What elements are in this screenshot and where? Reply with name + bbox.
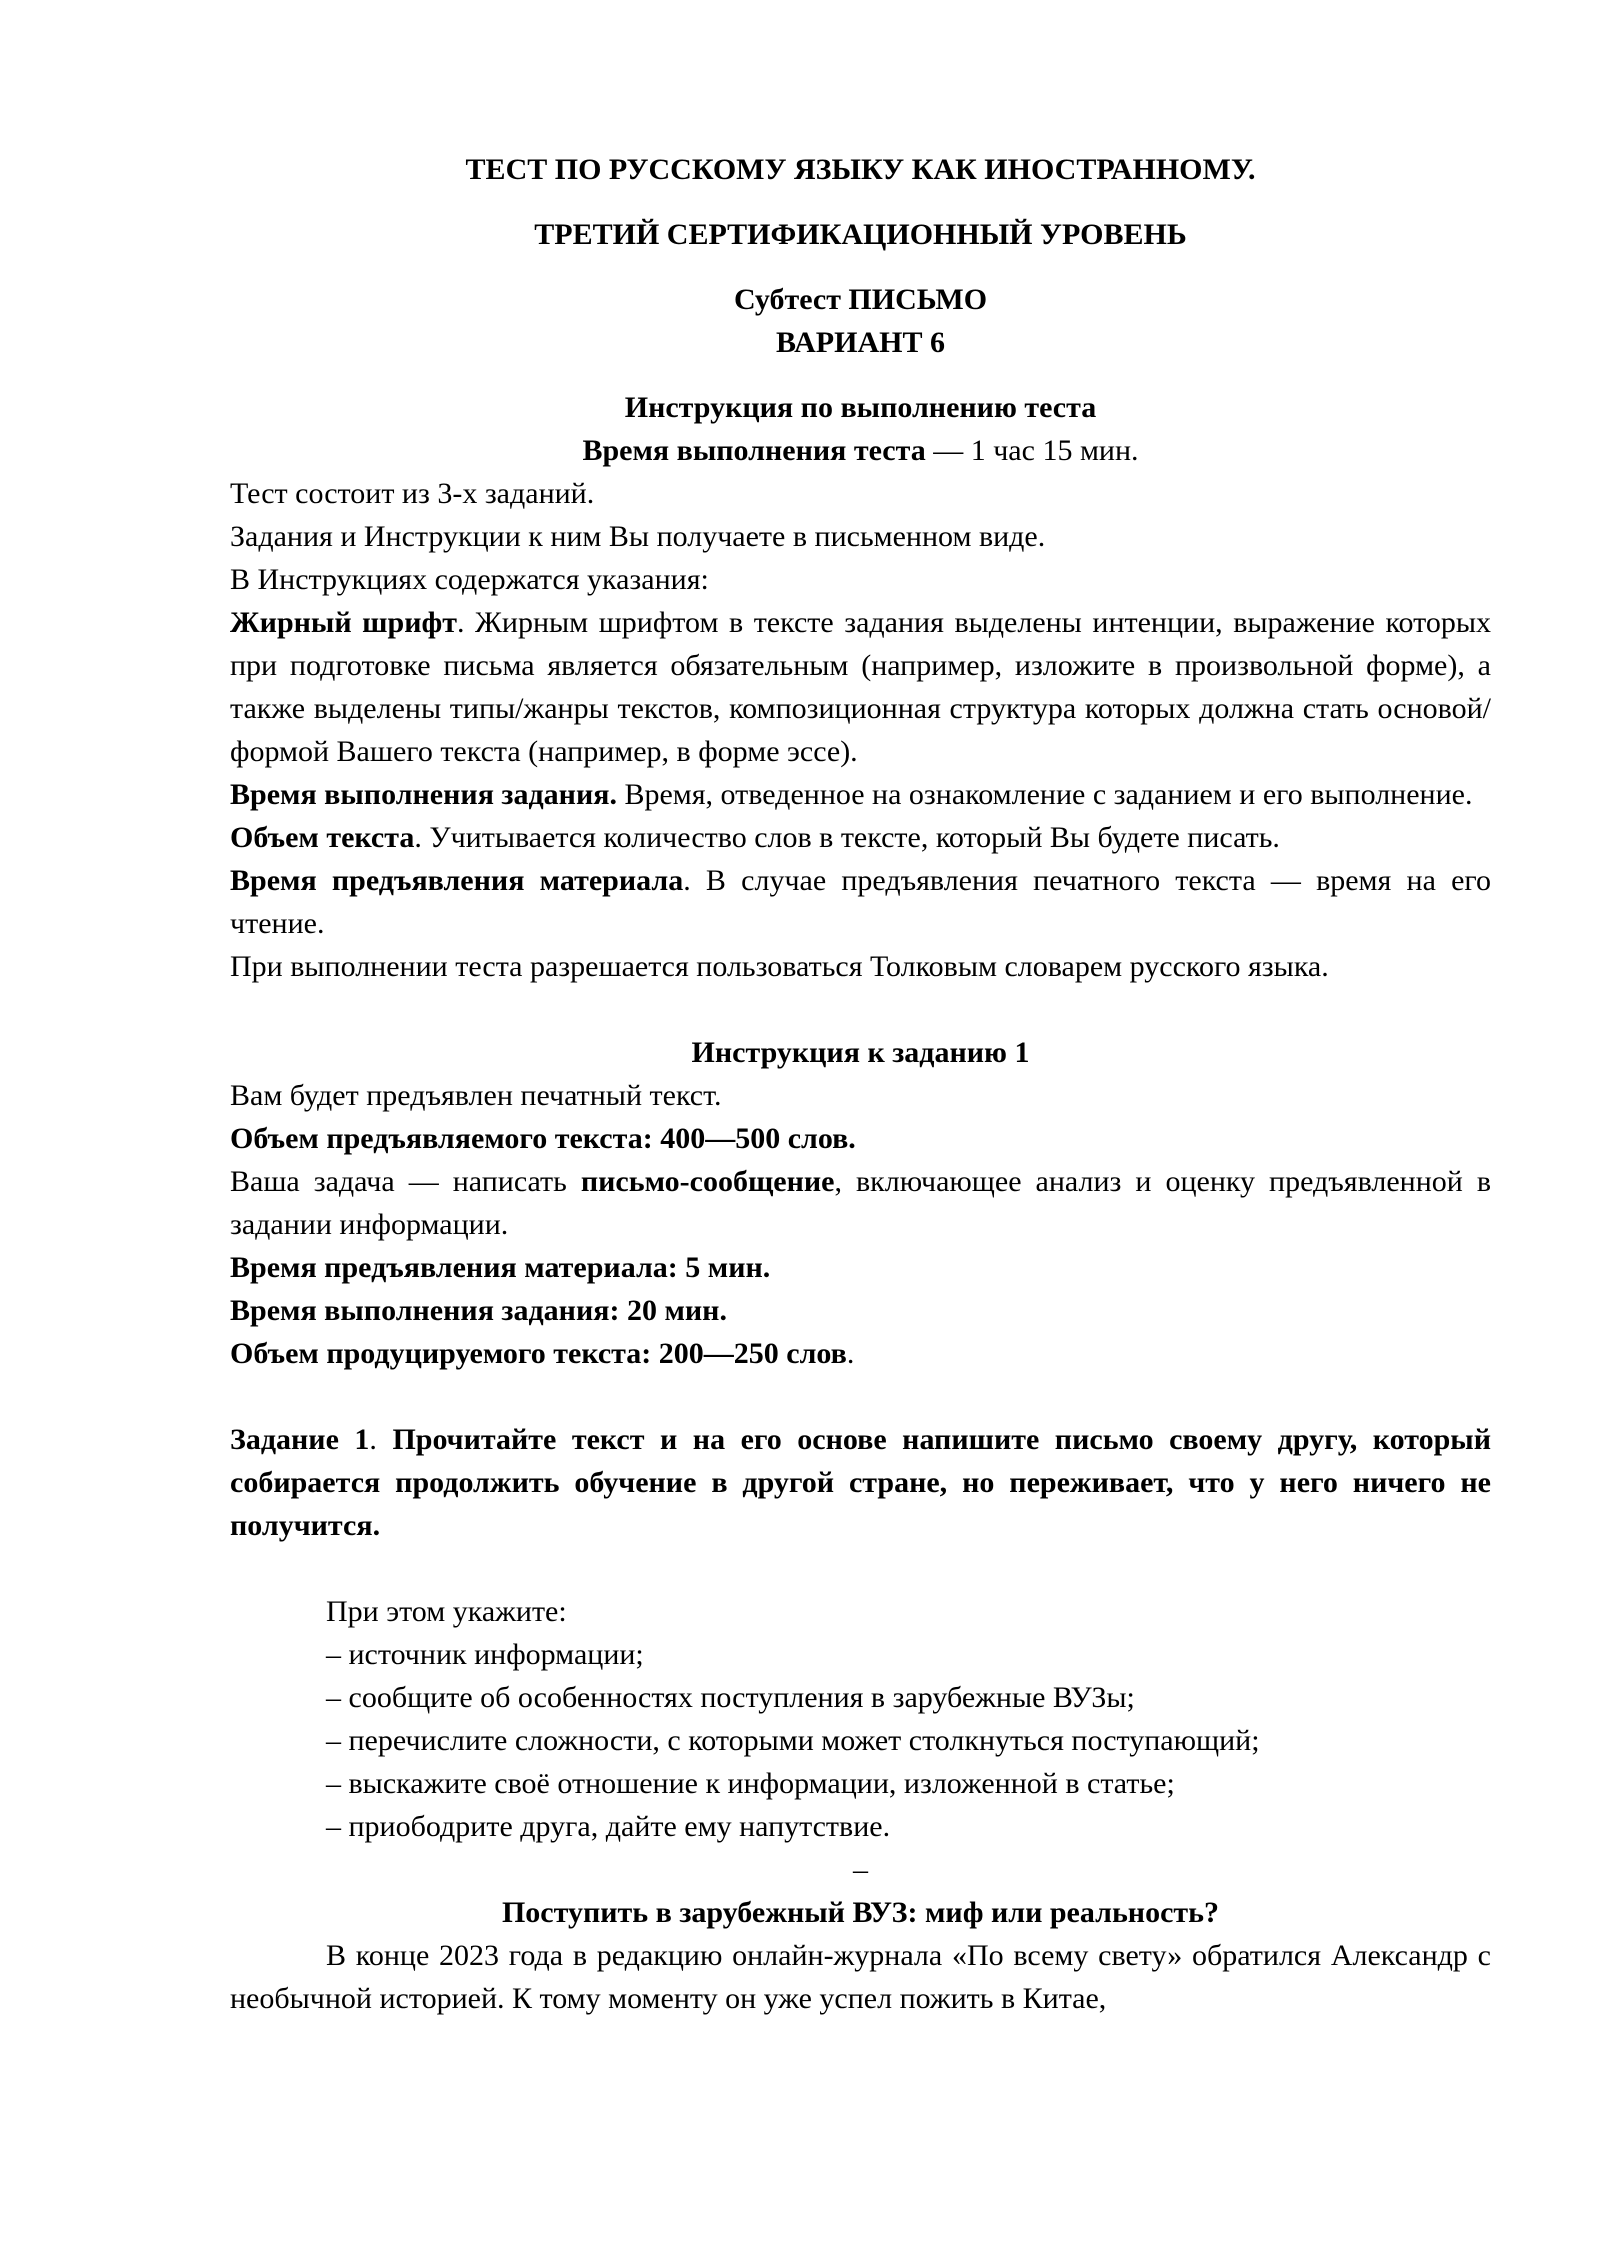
task1-label: Задание 1 [230,1423,370,1456]
article-paragraph: В конце 2023 года в редакцию онлайн-журнала «По всему свету» обратился Александр с необычной историей. К тому моменту он уже успел пожить в Китае, [230,1939,1491,2015]
level-title: ТРЕТИЙ СЕРТИФИКАЦИОННЫЙ УРОВЕНЬ [534,218,1187,251]
volume-text: . Учитывается количество слов в тексте, который Вы будете писать. [414,821,1280,854]
instruction-line-3: В Инструкциях содержатся указания: [230,563,709,596]
task1-goal-post: , включающее анализ и оценку предъявленной в задании информации. [230,1165,1491,1241]
task-time-paragraph [230,773,1491,816]
task1-volume-text: Объем предъявляемого текста: 400—500 слов. [230,1122,856,1155]
test-time-label: Время выполнения теста [582,434,926,467]
task1-produced-volume [230,1332,1491,1375]
task1-volume [230,1117,1491,1160]
task1-instruction-heading: Инструкция к заданию 1 [691,1036,1030,1069]
task1-sep: . [369,1423,393,1456]
task-time-text: Время, отведенное на ознакомление с заданием и его выполнение. [616,778,1473,811]
separator-dash: – [853,1853,868,1886]
presentation-text: . В случае предъявления печатного текста — время на его чтение. [230,864,1491,940]
task1-text: Прочитайте текст и на его основе напишите письмо своему другу, который собирается продолжить обучение в другой стране, но переживает, что у него ничего не получится. [230,1423,1492,1542]
task1-points-list [230,1590,1491,1848]
test-time-line [230,429,1491,472]
task1-goal-pre: Ваша задача — написать [230,1165,581,1198]
bold-font-text: . Жирным шрифтом в тексте задания выделены интенции, выражение которых при подготовке письма является обязательным (например, изложите в произвольной форме), а также выделены типы/жанры текстов, композиционная структура которых должна стать основой/формой Вашего текста (например, в форме эссе). [230,606,1491,768]
task1-presentation-time [230,1246,1491,1289]
dictionary-line: При выполнении теста разрешается пользоваться Толковым словарем русского языка. [230,950,1329,983]
task1-goal [230,1160,1491,1246]
instruction-heading: Инструкция по выполнению теста [624,391,1097,424]
presentation-label: Время предъявления материала [230,864,684,897]
volume-paragraph [230,816,1491,859]
instruction-line-1: Тест состоит из 3-х заданий. [230,477,595,510]
article-title: Поступить в зарубежный ВУЗ: миф или реальность? [501,1896,1220,1929]
document-title: ТЕСТ ПО РУССКОМУ ЯЗЫКУ КАК ИНОСТРАННОМУ. [465,153,1256,186]
bold-font-paragraph [230,601,1491,773]
list-item: – приободрите друга, дайте ему напутствие. [326,1810,891,1843]
list-item: – выскажите своё отношение к информации, изложенной в статье; [326,1767,1175,1800]
list-item: – перечислите сложности, с которыми может столкнуться поступающий; [326,1724,1260,1757]
volume-label: Объем текста [230,821,415,854]
task1-task-time [230,1289,1491,1332]
bold-font-label: Жирный шрифт [230,606,457,639]
presentation-paragraph [230,859,1491,945]
task1-line-1: Вам будет предъявлен печатный текст. [230,1079,722,1112]
task1-points-intro: При этом укажите: [326,1595,567,1628]
task1-produced-volume-end: . [846,1337,855,1370]
instruction-line-2: Задания и Инструкции к ним Вы получаете в письменном виде. [230,520,1046,553]
task1-presentation-time-text: Время предъявления материала: 5 мин. [230,1251,771,1284]
task1-task-time-text: Время выполнения задания: 20 мин. [230,1294,727,1327]
list-item: – сообщите об особенностях поступления в зарубежные ВУЗы; [326,1681,1135,1714]
subtest-title: Субтест ПИСЬМО [733,283,988,316]
list-item: – источник информации; [326,1638,644,1671]
task-time-label: Время выполнения задания. [230,778,617,811]
test-time-value: — 1 час 15 мин. [925,434,1139,467]
variant-title: ВАРИАНТ 6 [776,326,945,359]
task1-goal-bold: письмо-сообщение [580,1165,835,1198]
task1-statement [230,1418,1491,1547]
task1-produced-volume-text: Объем продуцируемого текста: 200—250 слов [230,1337,847,1370]
